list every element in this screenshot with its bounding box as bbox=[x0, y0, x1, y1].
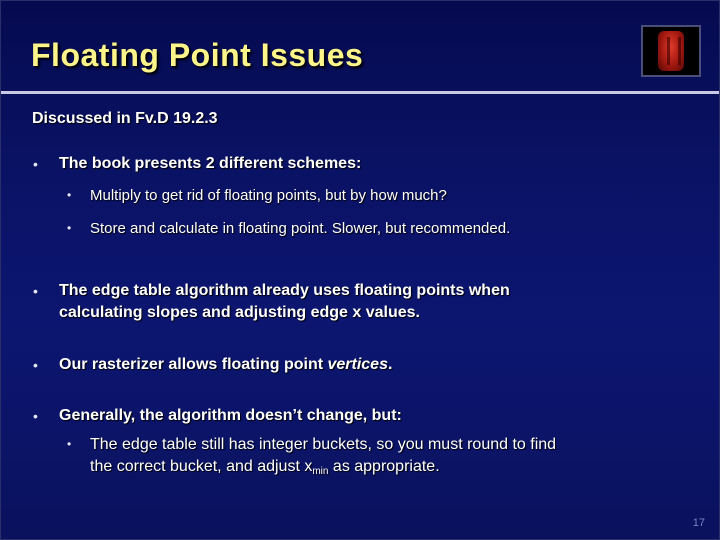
bullet-icon: • bbox=[33, 357, 38, 373]
bullet-3-end: . bbox=[387, 356, 393, 373]
logo bbox=[641, 25, 701, 77]
bullet-icon: • bbox=[33, 156, 38, 172]
page-number: 17 bbox=[692, 517, 705, 529]
bullet-icon: • bbox=[33, 283, 38, 299]
bullet-2-line-2: calculating slopes and adjusting edge x values. bbox=[59, 304, 420, 321]
xmin-subscript: min bbox=[312, 466, 329, 477]
bullet-4-sub-line-2 bbox=[90, 457, 440, 482]
title-bar bbox=[1, 1, 720, 93]
bullet-3-text: Our rasterizer allows floating point bbox=[59, 356, 328, 373]
slide-subtitle: Discussed in Fv.D 19.2.3 bbox=[32, 110, 218, 127]
bullet-1-sub-2: Store and calculate in floating point. Slower, but recommended. bbox=[90, 220, 511, 237]
sub-bullet-icon: • bbox=[67, 221, 72, 235]
sub-bullet-icon: • bbox=[67, 188, 72, 202]
bullet-4: Generally, the algorithm doesn’t change, but: bbox=[59, 407, 402, 424]
bullet-1: The book presents 2 different schemes: bbox=[59, 155, 362, 172]
bullet-1-sub-1: Multiply to get rid of floating points, but by how much? bbox=[90, 187, 447, 204]
bullet-3-italic: vertices bbox=[327, 356, 388, 373]
sub-bullet-icon: • bbox=[67, 437, 72, 451]
bullet-4-sub-line-1: The edge table still has integer buckets, so you must round to find bbox=[90, 436, 557, 453]
title-divider bbox=[1, 91, 720, 94]
red-shield-logo-icon bbox=[658, 31, 684, 71]
bullet-4-sub-line-2-text: the correct bucket, and adjust x bbox=[90, 458, 313, 475]
bullet-2-line-1: The edge table algorithm already uses floating points when bbox=[59, 282, 510, 299]
bullet-3 bbox=[59, 354, 392, 376]
slide-title: Floating Point Issues bbox=[31, 37, 364, 73]
bullet-4-sub-line-2-end: as appropriate. bbox=[328, 458, 440, 475]
bullet-icon: • bbox=[33, 408, 38, 424]
